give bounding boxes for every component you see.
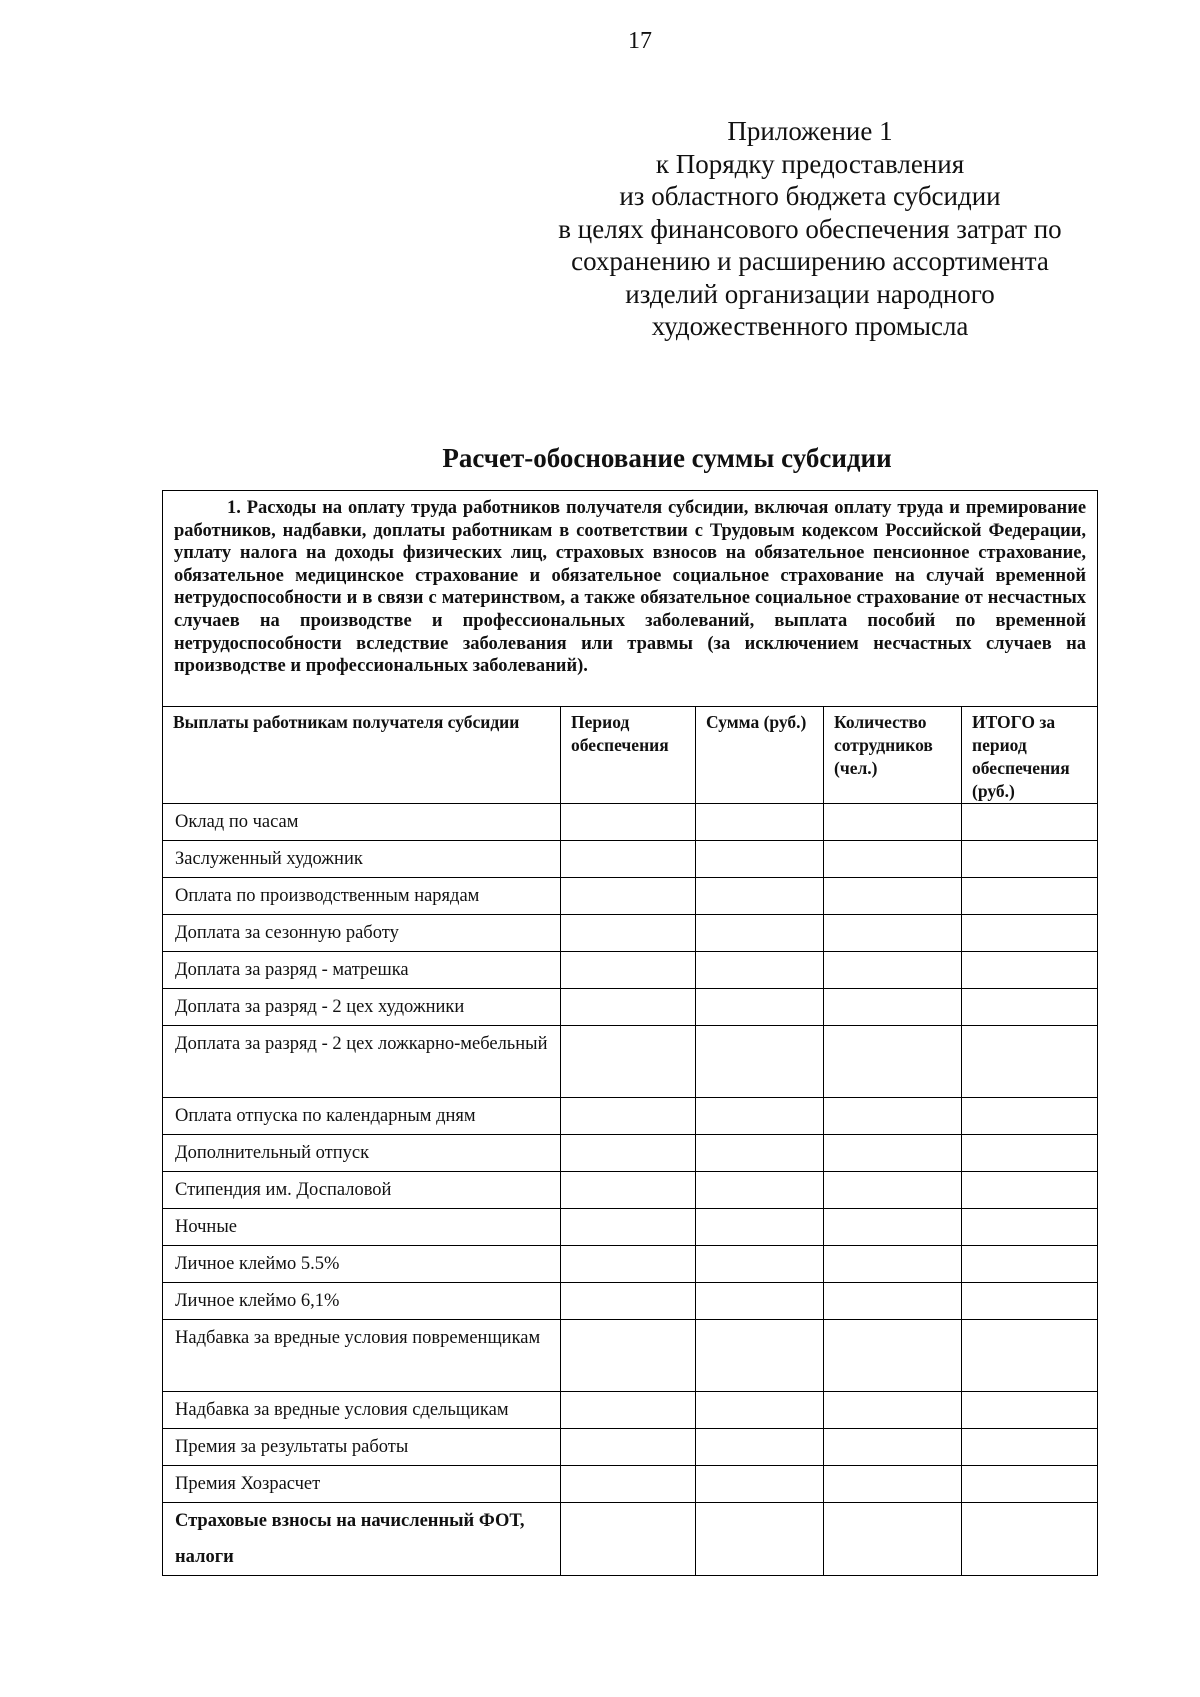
table-row — [163, 1209, 1098, 1246]
cell-period[interactable] — [561, 1098, 696, 1135]
cell-period[interactable] — [561, 841, 696, 878]
cell-sum[interactable] — [696, 1429, 824, 1466]
table-row — [163, 1466, 1098, 1503]
table-header-row — [163, 707, 1098, 804]
cell-total[interactable] — [962, 952, 1098, 989]
cell-period[interactable] — [561, 1466, 696, 1503]
header-payments: Выплаты работникам получателя субсидии — [163, 707, 561, 804]
cell-total[interactable] — [962, 1283, 1098, 1320]
cell-employees[interactable] — [824, 915, 962, 952]
header-total: ИТОГО за период обеспечения (руб.) — [962, 707, 1098, 804]
cell-period[interactable] — [561, 1135, 696, 1172]
table-row — [163, 841, 1098, 878]
cell-sum[interactable] — [696, 804, 824, 841]
cell-employees[interactable] — [824, 1283, 962, 1320]
cell-period[interactable] — [561, 1320, 696, 1392]
cell-sum[interactable] — [696, 841, 824, 878]
cell-total[interactable] — [962, 878, 1098, 915]
cell-sum[interactable] — [696, 1246, 824, 1283]
cell-sum[interactable] — [696, 1283, 824, 1320]
row-label: Доплата за разряд - 2 цех художники — [163, 989, 561, 1026]
table-row — [163, 1429, 1098, 1466]
section-1-text: 1. Расходы на оплату труда работников получателя субсидии, включая оплату труда и премирование работников, надбавки, доплаты работникам в соответствии с Трудовым кодексом Российской Федерации, уплату налога на доходы физических лиц, страховых взносов на обязательное пенсионное страхование, обязательное медицинское страхование и обязательное социальное страхование на случай временной нетрудоспособности и в связи с материнством, а также обязательное социальное страхование от несчастных случаев на производстве и профессиональных заболеваний, выплата пособий по временной нетрудоспособности вследствие заболевания или травмы (за исключением несчастных случаев на производстве и профессиональных заболеваний). — [163, 491, 1098, 707]
row-label: Страховые взносы на начисленный ФОТ, налоги — [163, 1503, 561, 1576]
row-label: Оплата отпуска по календарным дням — [163, 1098, 561, 1135]
row-label: Оплата по производственным нарядам — [163, 878, 561, 915]
cell-total[interactable] — [962, 1320, 1098, 1392]
row-label: Премия за результаты работы — [163, 1429, 561, 1466]
cell-sum[interactable] — [696, 1026, 824, 1098]
cell-employees[interactable] — [824, 952, 962, 989]
cell-total[interactable] — [962, 1209, 1098, 1246]
cell-employees[interactable] — [824, 1026, 962, 1098]
cell-total[interactable] — [962, 1135, 1098, 1172]
table-row-taxes — [163, 1503, 1098, 1576]
cell-total[interactable] — [962, 915, 1098, 952]
row-label: Личное клеймо 6,1% — [163, 1283, 561, 1320]
row-label: Стипендия им. Доспаловой — [163, 1172, 561, 1209]
row-label: Личное клеймо 5.5% — [163, 1246, 561, 1283]
cell-period[interactable] — [561, 1026, 696, 1098]
table-row — [163, 1098, 1098, 1135]
table-row — [163, 878, 1098, 915]
cell-employees[interactable] — [824, 1466, 962, 1503]
cell-sum[interactable] — [696, 1209, 824, 1246]
appendix-line: изделий организации народного — [625, 278, 995, 309]
cell-employees[interactable] — [824, 878, 962, 915]
table-row — [163, 952, 1098, 989]
cell-employees[interactable] — [824, 989, 962, 1026]
row-label: Дополнительный отпуск — [163, 1135, 561, 1172]
calculation-table — [162, 490, 1098, 1576]
table-row — [163, 1026, 1098, 1098]
cell-sum[interactable] — [696, 1320, 824, 1392]
row-label: Премия Хозрасчет — [163, 1466, 561, 1503]
cell-period[interactable] — [561, 952, 696, 989]
cell-sum[interactable] — [696, 915, 824, 952]
cell-sum[interactable] — [696, 1466, 824, 1503]
appendix-line: Приложение 1 — [727, 116, 893, 146]
header-employees: Количество сотрудников (чел.) — [824, 707, 962, 804]
cell-period[interactable] — [561, 1246, 696, 1283]
row-label: Оклад по часам — [163, 804, 561, 841]
row-label: Заслуженный художник — [163, 841, 561, 878]
table-row — [163, 989, 1098, 1026]
row-label: Надбавка за вредные условия повременщикам — [163, 1320, 561, 1392]
appendix-line: художественного промысла — [651, 311, 969, 341]
table-row — [163, 1246, 1098, 1283]
cell-employees[interactable] — [824, 1098, 962, 1135]
cell-total[interactable] — [962, 1098, 1098, 1135]
cell-employees[interactable] — [824, 1320, 962, 1392]
cell-sum[interactable] — [696, 1098, 824, 1135]
appendix-line: из областного бюджета субсидии — [619, 181, 1001, 211]
cell-period[interactable] — [561, 1172, 696, 1209]
cell-employees[interactable] — [824, 1246, 962, 1283]
cell-total[interactable] — [962, 1246, 1098, 1283]
appendix-line: сохранению и расширению ассортимента — [571, 246, 1049, 276]
document-title: Расчет-обоснование суммы субсидии — [442, 443, 892, 473]
cell-employees[interactable] — [824, 804, 962, 841]
cell-total[interactable] — [962, 1172, 1098, 1209]
cell-total[interactable] — [962, 1392, 1098, 1429]
header-sum: Сумма (руб.) — [696, 707, 824, 804]
cell-sum[interactable] — [696, 952, 824, 989]
row-label: Доплата за разряд - 2 цех ложкарно-мебельный — [163, 1026, 561, 1098]
cell-total[interactable] — [962, 1466, 1098, 1503]
cell-sum[interactable] — [696, 1135, 824, 1172]
table-row — [163, 1135, 1098, 1172]
cell-employees[interactable] — [824, 1209, 962, 1246]
cell-period[interactable] — [561, 1503, 696, 1576]
cell-sum[interactable] — [696, 878, 824, 915]
cell-employees[interactable] — [824, 1135, 962, 1172]
row-label: Доплата за разряд - матрешка — [163, 952, 561, 989]
cell-period[interactable] — [561, 804, 696, 841]
cell-period[interactable] — [561, 1283, 696, 1320]
cell-period[interactable] — [561, 1429, 696, 1466]
cell-employees[interactable] — [824, 1392, 962, 1429]
appendix-line: в целях финансового обеспечения затрат по — [558, 213, 1062, 244]
cell-employees[interactable] — [824, 841, 962, 878]
cell-total[interactable] — [962, 841, 1098, 878]
cell-employees[interactable] — [824, 1503, 962, 1576]
header-period: Период обеспечения — [561, 707, 696, 804]
table-row — [163, 915, 1098, 952]
cell-sum[interactable] — [696, 989, 824, 1026]
cell-sum[interactable] — [696, 1172, 824, 1209]
table-row — [163, 1320, 1098, 1392]
cell-sum[interactable] — [696, 1392, 824, 1429]
page-number: 17 — [628, 28, 652, 54]
cell-employees[interactable] — [824, 1429, 962, 1466]
table-row — [163, 1172, 1098, 1209]
row-label: Доплата за сезонную работу — [163, 915, 561, 952]
table-row — [163, 1392, 1098, 1429]
appendix-line: к Порядку предоставления — [655, 148, 965, 179]
table-row — [163, 1283, 1098, 1320]
cell-employees[interactable] — [824, 1172, 962, 1209]
row-label: Ночные — [163, 1209, 561, 1246]
cell-total[interactable] — [962, 1503, 1098, 1576]
cell-sum[interactable] — [696, 1503, 824, 1576]
cell-total[interactable] — [962, 989, 1098, 1026]
cell-period[interactable] — [561, 989, 696, 1026]
table-row — [163, 804, 1098, 841]
cell-period[interactable] — [561, 878, 696, 915]
cell-total[interactable] — [962, 804, 1098, 841]
cell-total[interactable] — [962, 1429, 1098, 1466]
cell-period[interactable] — [561, 915, 696, 952]
cell-period[interactable] — [561, 1392, 696, 1429]
appendix-header — [520, 115, 1100, 343]
cell-period[interactable] — [561, 1209, 696, 1246]
row-label: Надбавка за вредные условия сдельщикам — [163, 1392, 561, 1429]
cell-total[interactable] — [962, 1026, 1098, 1098]
